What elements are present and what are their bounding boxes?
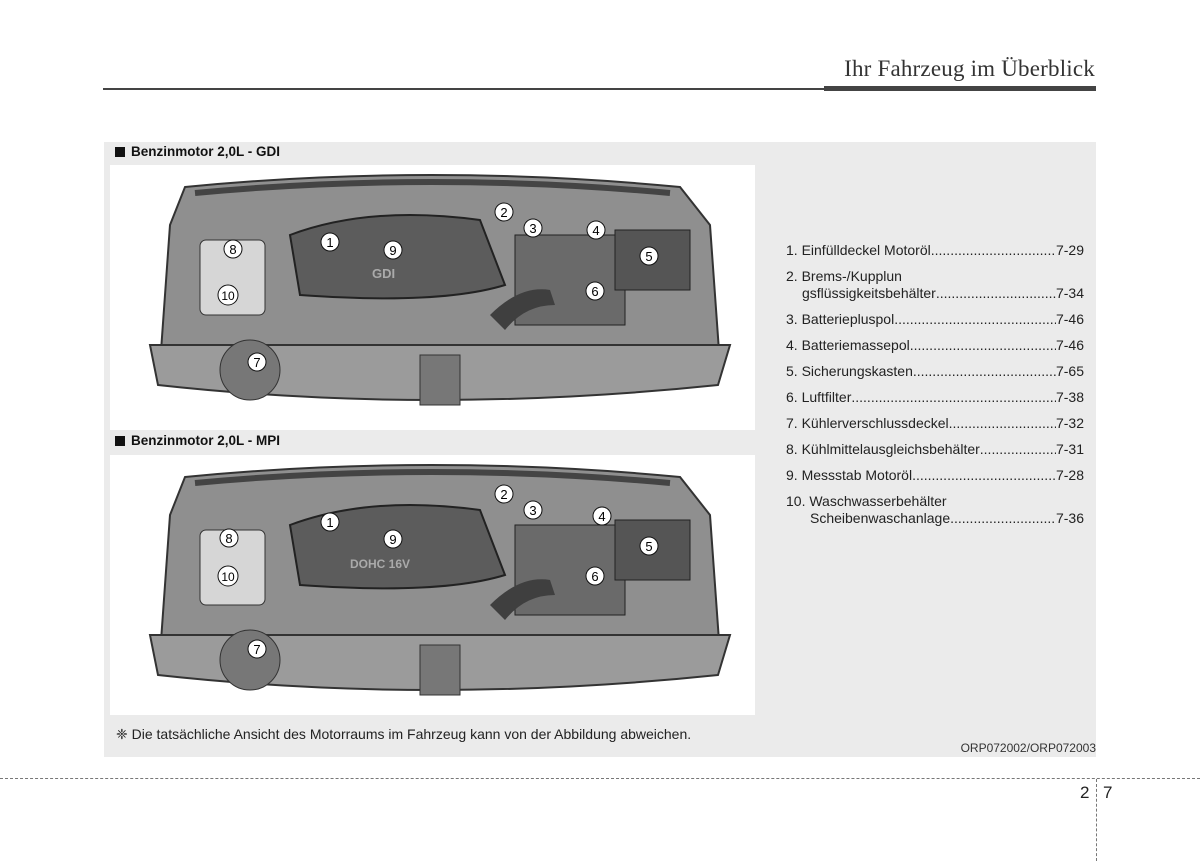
svg-text:3: 3 (529, 503, 537, 518)
svg-text:9: 9 (389, 532, 397, 547)
callout-7-icon (248, 353, 266, 371)
callout-1-icon (321, 513, 339, 531)
callout-2-icon (495, 485, 513, 503)
callout-3-icon (524, 501, 542, 519)
legend-item: 4. Batteriemassepol ..... 7-46 (786, 337, 1084, 354)
callout-3-icon (524, 219, 542, 237)
image-code: ORP072002/ORP072003 (960, 741, 1096, 755)
engine-illustration-gdi (110, 165, 755, 430)
svg-text:10: 10 (221, 570, 235, 584)
chapter-number: 2 (1080, 783, 1090, 802)
callout-9-icon (384, 241, 402, 259)
footer-page-divider (1096, 779, 1097, 861)
callout-9-icon (384, 530, 402, 548)
svg-text:4: 4 (598, 509, 606, 524)
legend-item: 6. Luftfilter ..... 7-38 (786, 389, 1084, 406)
svg-text:8: 8 (225, 531, 233, 546)
callout-5-icon (640, 537, 658, 555)
callout-1-icon (321, 233, 339, 251)
svg-text:5: 5 (645, 249, 653, 264)
svg-text:1: 1 (326, 235, 334, 250)
legend-item: 8. Kühlmittelausgleichsbehälter ..... 7-31 (786, 441, 1084, 458)
engine-bay-mpi-drawing (110, 455, 755, 715)
svg-text:6: 6 (591, 569, 599, 584)
svg-text:4: 4 (592, 223, 600, 238)
svg-text:6: 6 (591, 284, 599, 299)
callout-6-icon (586, 282, 604, 300)
callout-7-icon (248, 640, 266, 658)
callout-10-icon (218, 285, 238, 305)
legend-item: 3. Batteriepluspol ..... 7-46 (786, 311, 1084, 328)
callout-6-icon (586, 567, 604, 585)
illustration-note: ❈ Die tatsächliche Ansicht des Motorraums im Fahrzeug kann von der Abbildung abweichen. (116, 726, 692, 742)
svg-text:8: 8 (229, 242, 237, 257)
legend-item: 10. Waschwasserbehälter Scheibenwaschanlage ..... 7-36 (786, 493, 1084, 527)
callout-4-icon (587, 221, 605, 239)
svg-text:10: 10 (221, 289, 235, 303)
svg-text:7: 7 (253, 355, 261, 370)
callout-8-icon (224, 240, 242, 258)
engine-cover-label: GDI (372, 266, 396, 281)
callout-2-icon (495, 203, 513, 221)
callout-8-icon (220, 529, 238, 547)
legend-item: 7. Kühlerverschlussdeckel ..... 7-32 (786, 415, 1084, 432)
legend-item: 5. Sicherungskasten ..... 7-65 (786, 363, 1084, 380)
page-header-title: Ihr Fahrzeug im Überblick (844, 56, 1095, 81)
svg-text:9: 9 (389, 243, 397, 258)
svg-text:2: 2 (500, 205, 508, 220)
square-bullet-icon (115, 436, 125, 446)
engine-illustration-mpi (110, 455, 755, 715)
svg-text:3: 3 (529, 221, 537, 236)
callout-4-icon (593, 507, 611, 525)
svg-text:7: 7 (253, 642, 261, 657)
square-bullet-icon (115, 147, 125, 157)
page-number: 7 (1103, 783, 1113, 802)
engine-bay-gdi-drawing (110, 165, 755, 430)
svg-text:2: 2 (500, 487, 508, 502)
section-label-mpi: Benzinmotor 2,0L - MPI (115, 433, 280, 448)
section-label-gdi: Benzinmotor 2,0L - GDI (115, 144, 280, 159)
component-legend (786, 242, 1084, 536)
legend-item: 9. Messstab Motoröl ..... 7-28 (786, 467, 1084, 484)
legend-item: 1. Einfülldeckel Motoröl ..... 7-29 (786, 242, 1084, 259)
callout-10-icon (218, 566, 238, 586)
header-rule-accent (824, 86, 1096, 91)
svg-text:5: 5 (645, 539, 653, 554)
callout-5-icon (640, 247, 658, 265)
engine-cover-label: DOHC 16V (350, 557, 411, 571)
svg-text:1: 1 (326, 515, 334, 530)
footer-divider (0, 778, 1200, 779)
legend-item: 2. Brems-/Kupplun gsflüssigkeitsbehälter ..... 7-34 (786, 268, 1084, 302)
